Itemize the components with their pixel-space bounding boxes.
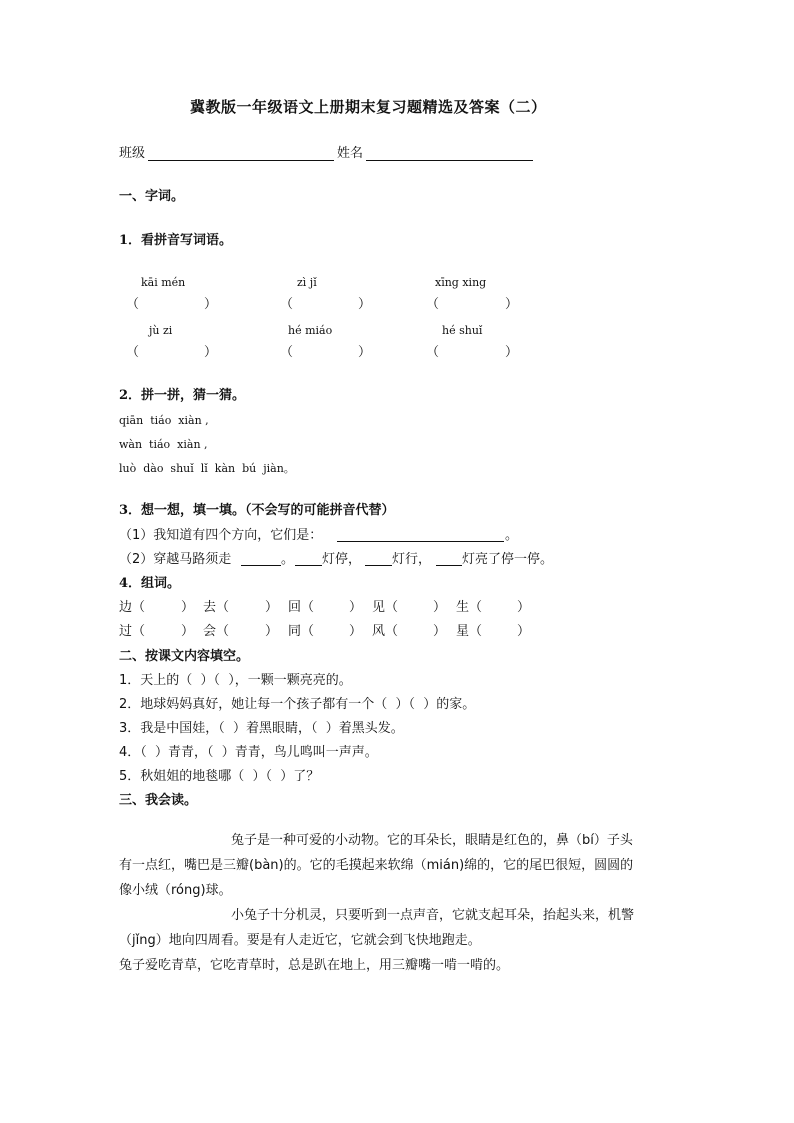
answer-box-close: ） bbox=[505, 345, 519, 360]
word-group-close: ） bbox=[181, 624, 195, 639]
word-group-close: ） bbox=[517, 600, 531, 615]
q1-heading: 1．看拼音写词语。 bbox=[119, 233, 233, 248]
fill-item-3: 3．我是中国娃，（ ）着黑眼睛，（ ）着黑头发。 bbox=[119, 721, 404, 736]
answer-box-open: （ bbox=[126, 345, 140, 360]
word-group-item: 风（ bbox=[372, 624, 399, 639]
pinyin-2: zì jǐ bbox=[297, 276, 317, 289]
answer-box-close: ） bbox=[505, 297, 519, 312]
answer-box-close: ） bbox=[204, 297, 218, 312]
class-blank[interactable] bbox=[148, 160, 334, 161]
word-group-item: 见（ bbox=[372, 600, 399, 615]
answer-box-open: （ bbox=[126, 297, 140, 312]
q4-heading: 4．组词。 bbox=[119, 576, 181, 591]
word-group-item: 同（ bbox=[288, 624, 315, 639]
answer-box-close: ） bbox=[204, 345, 218, 360]
word-group-close: ） bbox=[265, 600, 279, 615]
answer-box-close: ） bbox=[358, 297, 372, 312]
stop-light-blank[interactable] bbox=[295, 565, 322, 566]
fill-item-1: 1．天上的（ ）（ ），一颗一颗亮亮的。 bbox=[119, 673, 352, 688]
name-blank[interactable] bbox=[366, 160, 533, 161]
q2-heading: 2．拼一拼，猜一猜。 bbox=[119, 388, 246, 403]
riddle-line-2: wàn tiáo xiàn , bbox=[119, 438, 208, 451]
word-group-item: 回（ bbox=[288, 600, 315, 615]
q3-heading: 3．想一想，填一填。（不会写的可能拼音代替） bbox=[119, 503, 395, 518]
reading-line-1: 兔子是一种可爱的小动物。它的耳朵长，眼睛是红色的，鼻（bí）子头 bbox=[231, 833, 633, 848]
q3-line2-text: 。 bbox=[281, 552, 295, 567]
reading-line-4: 小兔子十分机灵，只要听到一点声音，它就支起耳朵，抬起头来，机警 bbox=[231, 908, 635, 923]
section2-heading: 二、按课文内容填空。 bbox=[119, 649, 250, 664]
q3-line1-text: （1）我知道有四个方向，它们是： bbox=[119, 528, 323, 543]
answer-box-open: （ bbox=[426, 297, 440, 312]
fill-item-5: 5．秋姐姐的地毯哪（ ）（ ）了？ bbox=[119, 769, 320, 784]
word-group-item: 生（ bbox=[456, 600, 483, 615]
word-group-item: 去（ bbox=[203, 600, 230, 615]
page-title: 冀教版一年级语文上册期末复习题精选及答案（二） bbox=[190, 98, 547, 116]
answer-box-open: （ bbox=[280, 345, 294, 360]
word-group-item: 边（ bbox=[119, 600, 146, 615]
q3-line2-text: 灯行， bbox=[392, 552, 432, 567]
fill-item-2: 2．地球妈妈真好，她让每一个孩子都有一个（ ）（ ）的家。 bbox=[119, 697, 476, 712]
pinyin-1: kāi mén bbox=[141, 276, 186, 289]
riddle-line-3: luò dào shuǐ lǐ kàn bú jiàn。 bbox=[119, 462, 295, 475]
word-group-close: ） bbox=[517, 624, 531, 639]
name-label: 姓名 bbox=[337, 146, 364, 161]
q3-line2-text: 灯亮了停一停。 bbox=[462, 552, 554, 567]
word-group-item: 过（ bbox=[119, 624, 146, 639]
word-group-item: 星（ bbox=[456, 624, 483, 639]
pinyin-6: hé shuǐ bbox=[442, 324, 483, 337]
word-group-close: ） bbox=[265, 624, 279, 639]
reading-line-2: 有一点红，嘴巴是三瓣(bàn)的。它的毛摸起来软绵（mián)绵的，它的尾巴很短，圆圆的 bbox=[119, 858, 634, 873]
reading-line-5: （jǐng）地向四周看。要是有人走近它，它就会到飞快地跑走。 bbox=[119, 933, 481, 948]
pinyin-3: xīng xing bbox=[435, 276, 487, 289]
crossing-blank[interactable] bbox=[241, 565, 281, 566]
word-group-item: 会（ bbox=[203, 624, 230, 639]
pinyin-4: jù zi bbox=[149, 324, 173, 337]
q3-line2-text: （2）穿越马路须走 bbox=[119, 552, 232, 567]
section1-heading: 一、字词。 bbox=[119, 189, 185, 204]
word-group-close: ） bbox=[181, 600, 195, 615]
fill-item-4: 4．（ ）青青，（ ）青青，鸟儿鸣叫一声声。 bbox=[119, 745, 378, 760]
go-light-blank[interactable] bbox=[365, 565, 392, 566]
directions-blank[interactable] bbox=[337, 541, 504, 542]
pinyin-5: hé miáo bbox=[288, 324, 333, 337]
word-group-close: ） bbox=[433, 600, 447, 615]
reading-line-6: 兔子爱吃青草，它吃青草时，总是趴在地上，用三瓣嘴一啃一啃的。 bbox=[119, 958, 510, 973]
answer-box-close: ） bbox=[358, 345, 372, 360]
class-label: 班级 bbox=[119, 146, 146, 161]
word-group-close: ） bbox=[433, 624, 447, 639]
word-group-close: ） bbox=[349, 624, 363, 639]
wait-light-blank[interactable] bbox=[436, 565, 462, 566]
word-group-close: ） bbox=[349, 600, 363, 615]
q3-line2-text: 灯停， bbox=[322, 552, 362, 567]
reading-line-3: 像小绒（róng)球。 bbox=[119, 883, 232, 898]
answer-box-open: （ bbox=[426, 345, 440, 360]
answer-box-open: （ bbox=[280, 297, 294, 312]
section3-heading: 三、我会读。 bbox=[119, 793, 198, 808]
riddle-line-1: qiān tiáo xiàn , bbox=[119, 414, 209, 427]
q3-line1-end: 。 bbox=[505, 528, 519, 543]
